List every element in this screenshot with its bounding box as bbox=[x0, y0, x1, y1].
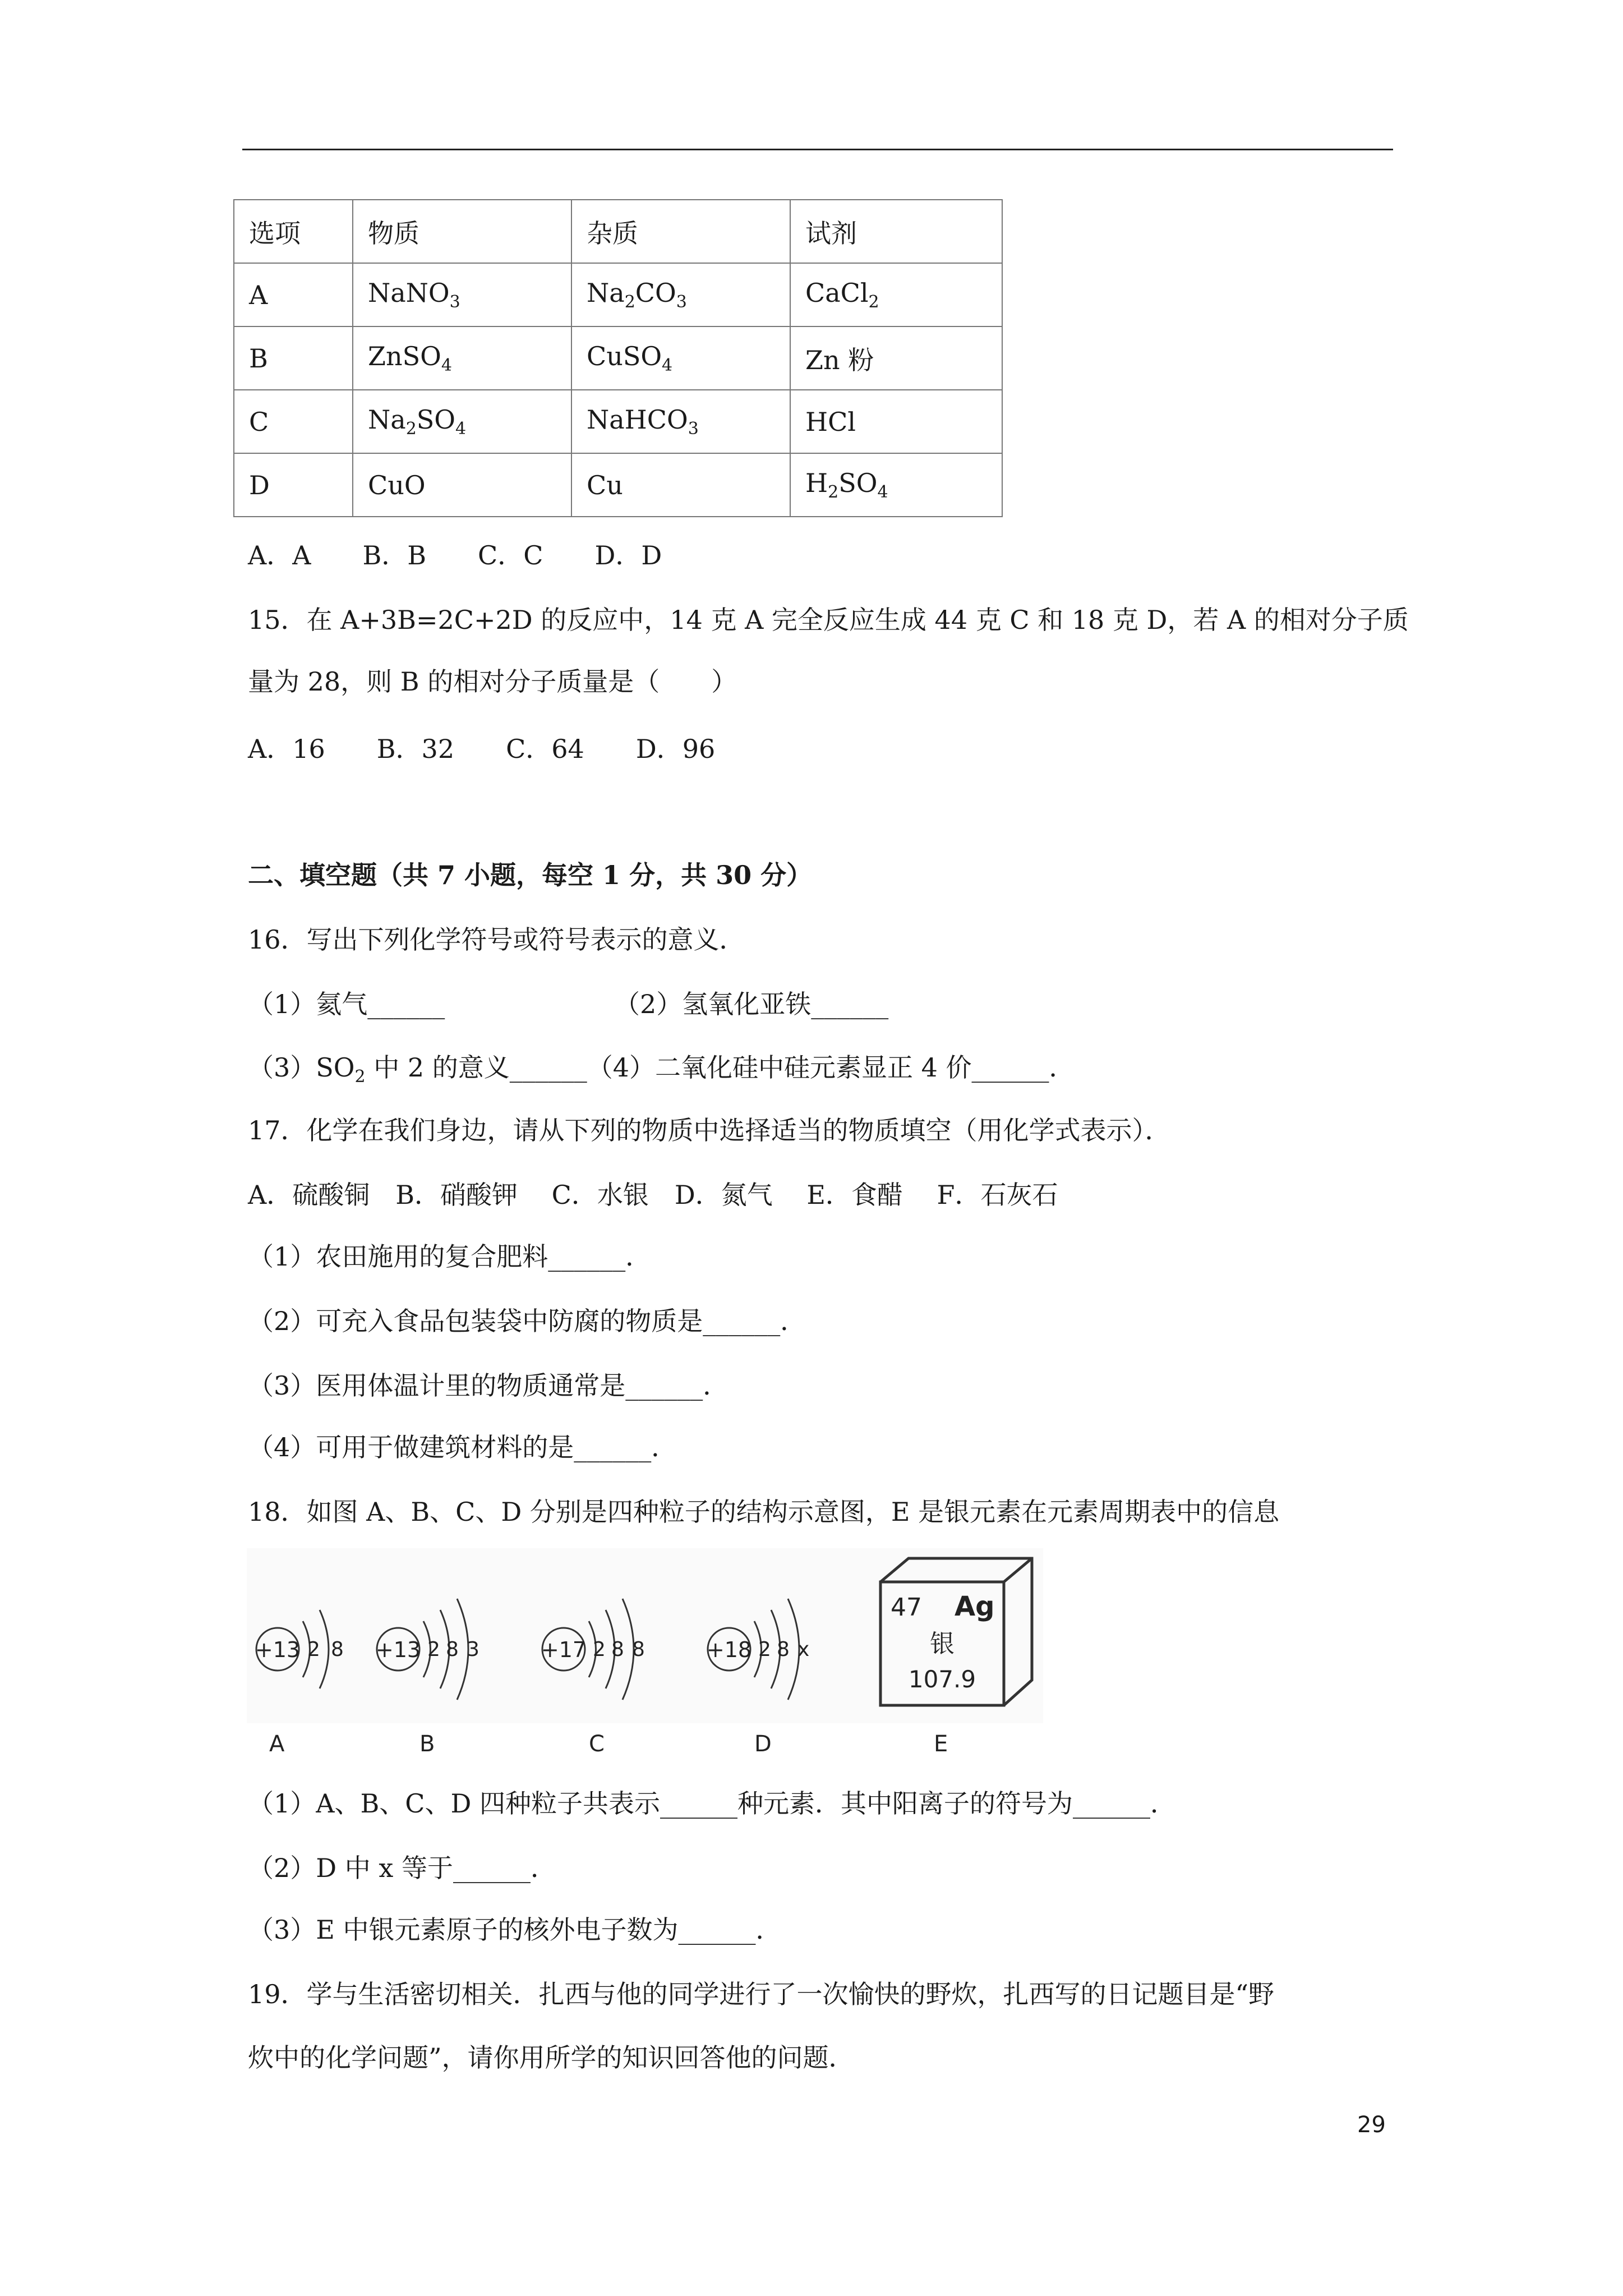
q17-part4: （4）可用于做建筑材料的是______． bbox=[248, 1432, 677, 1462]
table-cell-reagent: HCl bbox=[790, 390, 1002, 453]
table-cell-impurity: Cu bbox=[571, 453, 790, 517]
q15-stem-line2: 量为 28，则 B 的相对分子质量是（ ） bbox=[248, 666, 737, 697]
shell-electrons: x bbox=[797, 1638, 810, 1661]
table-cell-reagent: Zn 粉 bbox=[790, 326, 1002, 390]
shell-electrons: 8 bbox=[611, 1638, 624, 1661]
options-table bbox=[233, 199, 1003, 517]
nucleus-charge: +13 bbox=[255, 1637, 301, 1662]
table-row bbox=[234, 390, 1002, 453]
nucleus-charge: +18 bbox=[706, 1637, 752, 1662]
shell-electrons: 2 bbox=[307, 1638, 320, 1661]
table-cell-option: A bbox=[234, 263, 353, 326]
element-name: 银 bbox=[930, 1630, 955, 1658]
q17-stem: 17．化学在我们身边，请从下列的物质中选择适当的物质填空（用化学式表示）． bbox=[248, 1115, 1171, 1145]
shell-electrons: 2 bbox=[427, 1638, 440, 1661]
q19-stem-line2: 炊中的化学问题”，请你用所学的知识回答他的问题． bbox=[248, 2042, 855, 2073]
diagram-label: C bbox=[589, 1731, 605, 1757]
table-cell-reagent: CaCl$_2$ bbox=[790, 263, 1002, 326]
table-row bbox=[234, 453, 1002, 517]
q16-part1: （1）氦气______ bbox=[248, 989, 445, 1019]
table-header-cell: 杂质 bbox=[571, 200, 790, 263]
table-cell-substance: CuO bbox=[353, 453, 571, 517]
q19-stem-line1: 19．学与生活密切相关．扎西与他的同学进行了一次愉快的野炊，扎西写的日记题目是“野 bbox=[248, 1979, 1275, 2009]
shell-electrons: 8 bbox=[331, 1638, 344, 1661]
table-header-cell: 物质 bbox=[353, 200, 571, 263]
q16-part3: $(3)SO_2$ 中 2 的意义______（4）二氧化硅中硅元素显正 4 价______． bbox=[248, 1052, 1075, 1087]
q18-stem: 18．如图 A、B、C、D 分别是四种粒子的结构示意图，E 是银元素在元素周期表中的信息 bbox=[248, 1497, 1280, 1527]
table-cell-option: B bbox=[234, 326, 353, 390]
table-cell-option: C bbox=[234, 390, 353, 453]
shell-electrons: 8 bbox=[777, 1638, 790, 1661]
diagram-label: E bbox=[934, 1731, 948, 1757]
table-cell-substance: ZnSO$_4$ bbox=[353, 326, 571, 390]
header-rule bbox=[242, 149, 1393, 150]
diagram-label: A bbox=[269, 1731, 285, 1757]
q15-stem-line1: 15．在 A+3B=2C+2D 的反应中，14 克 A 完全反应生成 44 克 C 和 18 克 D，若 A 的相对分子质 bbox=[248, 605, 1409, 635]
table-cell-reagent: $H_2SO_4$ bbox=[790, 453, 1002, 517]
page-number: 29 bbox=[1357, 2112, 1386, 2138]
nucleus-charge: +17 bbox=[541, 1637, 587, 1662]
q16-stem: 16．写出下列化学符号或符号表示的意义． bbox=[248, 924, 745, 955]
table-cell-option: D bbox=[234, 453, 353, 517]
q18-part3: （3）E 中银元素原子的核外电子数为______． bbox=[248, 1915, 782, 1945]
table-row bbox=[234, 326, 1002, 390]
q17-part2: （2）可充入食品包装袋中防腐的物质是______． bbox=[248, 1306, 806, 1336]
q16-part2: （2）氢氧化亚铁______ bbox=[614, 989, 889, 1019]
q18-part2: （2）D 中 x 等于______． bbox=[248, 1853, 556, 1883]
table-header-row bbox=[234, 200, 1002, 263]
shell-electrons: 8 bbox=[446, 1638, 459, 1661]
q17-part3: （3）医用体温计里的物质通常是______． bbox=[248, 1370, 729, 1401]
q14-choices: A．A B．B C．C D．D bbox=[248, 540, 662, 570]
nucleus-charge: +13 bbox=[375, 1637, 421, 1662]
shell-electrons: 8 bbox=[632, 1638, 645, 1661]
table-cell-impurity: NaHCO$_3$ bbox=[571, 390, 790, 453]
q17-part1: （1）农田施用的复合肥料______． bbox=[248, 1241, 652, 1272]
q17-options: A．硫酸铜 B．硝酸钾 C．水银 D．氮气 E．食醋 F．石灰石 bbox=[248, 1180, 1058, 1210]
q18-part1: （1）A、B、C、D 四种粒子共表示______种元素．其中阳离子的符号为______． bbox=[248, 1788, 1176, 1819]
atomic-mass: 107.9 bbox=[908, 1665, 976, 1693]
atomic-number: 47 bbox=[891, 1593, 922, 1622]
shell-electrons: 2 bbox=[758, 1638, 771, 1661]
atomic-structure-figure bbox=[247, 1548, 1043, 1761]
table-cell-impurity: $Na_2CO_3$ bbox=[571, 263, 790, 326]
table-cell-substance: NaNO$_3$ bbox=[353, 263, 571, 326]
table-row bbox=[234, 263, 1002, 326]
diagram-label: B bbox=[419, 1731, 435, 1757]
diagram-label: D bbox=[754, 1731, 772, 1757]
table-header-cell: 试剂 bbox=[790, 200, 1002, 263]
shell-electrons: 3 bbox=[467, 1638, 479, 1661]
element-symbol: Ag bbox=[955, 1591, 995, 1622]
section-title: 二、填空题（共 7 小题，每空 1 分，共 30 分） bbox=[248, 860, 813, 890]
table-cell-substance: $Na_2SO_4$ bbox=[353, 390, 571, 453]
shell-electrons: 2 bbox=[593, 1638, 606, 1661]
q15-choices: A．16 B．32 C．64 D．96 bbox=[248, 734, 716, 764]
table-header-cell: 选项 bbox=[234, 200, 353, 263]
table-cell-impurity: CuSO$_4$ bbox=[571, 326, 790, 390]
